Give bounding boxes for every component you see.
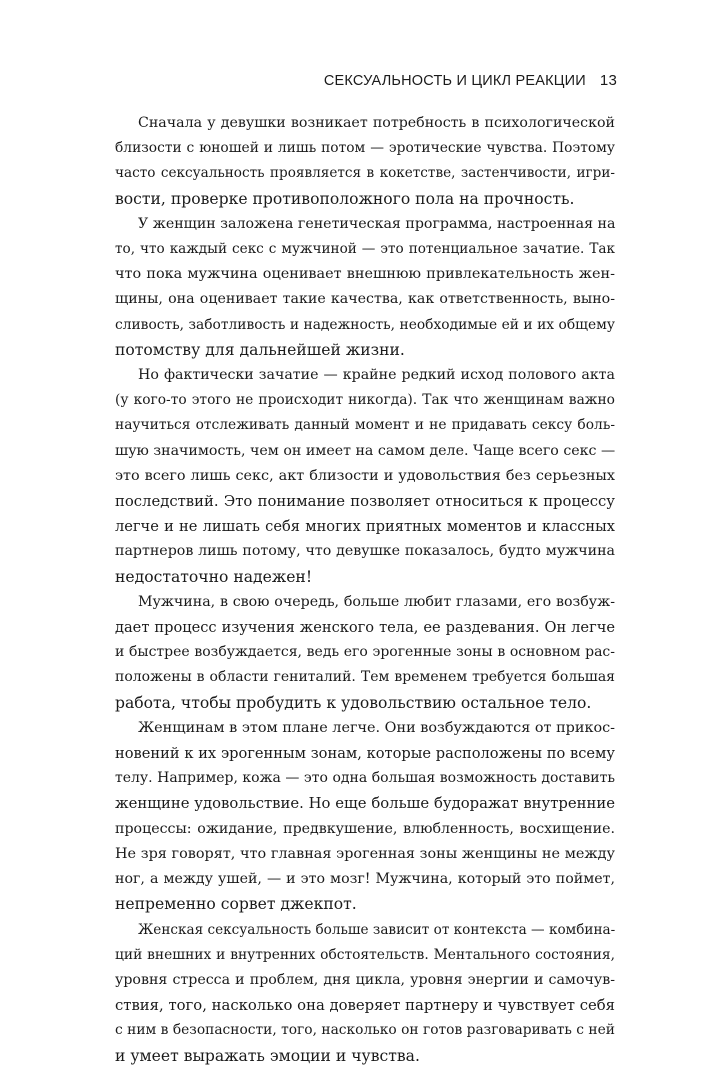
text-line: Но фактически зачатие — крайне редкий исход полового акта (138, 367, 615, 384)
text-line: недостаточно надежен! (115, 567, 313, 586)
page-number: 13 (599, 72, 617, 89)
text-line: шую значимость, чем он имеет на самом деле. Чаще всего секс — (115, 442, 616, 459)
text-line: вости, проверке противоположного пола на прочность. (115, 189, 575, 208)
text-line: это всего лишь секс, акт близости и удовольствия без серьезных (115, 467, 615, 484)
text-line: женщине удовольствие. Но еще больше будоражат внутренние (115, 795, 615, 813)
text-line: часто сексуальность проявляется в кокетстве, застенчивости, игри- (115, 165, 615, 182)
text-line: ног, а между ушей, — и это мозг! Мужчина, который это поймет, (115, 871, 615, 888)
text-line: (у кого-то этого не происходит никогда). Так что женщинам важно (115, 392, 615, 409)
text-line: дает процесс изучения женского тела, ее раздевания. Он легче (115, 619, 615, 637)
paragraph (115, 716, 615, 918)
paragraph (115, 363, 615, 590)
text-line: Женщинам в этом плане легче. Они возбуждаются от прикос- (138, 719, 616, 736)
text-line: близости с юношей и лишь потом — эротические чувства. Поэтому (115, 140, 615, 157)
text-line: научиться отслеживать данный момент и не придавать сексу боль- (115, 417, 615, 434)
text-line: щины, она оценивает такие качества, как ответственность, выно- (115, 291, 615, 308)
text-line: Не зря говорят, что главная эрогенная зоны женщины не между (115, 845, 615, 862)
text-line: с ним в безопасности, того, насколько он готов разговаривать с ней (115, 1022, 615, 1039)
paragraph (115, 212, 615, 363)
text-line: и быстрее возбуждается, ведь его эрогенные зоны в основном рас- (115, 644, 615, 661)
text-line: последствий. Это понимание позволяет относиться к процессу (115, 493, 615, 511)
body-text (115, 111, 615, 1069)
text-line: процессы: ожидание, предвкушение, влюбленность, восхищение. (115, 820, 615, 837)
text-line: новений к их эрогенным зонам, которые расположены по всему (115, 745, 615, 763)
text-line: работа, чтобы пробудить к удовольствию остальное тело. (115, 693, 592, 712)
text-line: что пока мужчина оценивает внешнюю привлекательность жен- (115, 266, 615, 283)
text-line: телу. Например, кожа — это одна большая возможность доставить (115, 770, 615, 787)
text-line: партнеров лишь потому, что девушке показалось, будто мужчина (115, 543, 615, 560)
text-line: ствия, того, насколько она доверяет партнеру и чувствует себя (115, 997, 615, 1015)
text-line: ций внешних и внутренних обстоятельств. Ментального состояния, (115, 946, 615, 963)
text-line: непременно сорвет джекпот. (115, 895, 357, 914)
text-line: потомству для дальнейшей жизни. (115, 340, 405, 359)
text-line: легче и не лишать себя многих приятных моментов и классных (115, 518, 615, 536)
text-line: сливость, заботливость и надежность, необходимые ей и их общему (115, 316, 615, 333)
running-head (0, 72, 617, 89)
text-line: и умеет выражать эмоции и чувства. (115, 1046, 420, 1065)
text-line: Женская сексуальность больше зависит от контекста — комбина- (138, 921, 616, 938)
text-line: Мужчина, в свою очередь, больше любит глазами, его возбуж- (138, 593, 615, 610)
paragraph (115, 918, 615, 1069)
text-line: У женщин заложена генетическая программа, настроенная на (138, 215, 616, 232)
text-line: Сначала у девушки возникает потребность в психологической (138, 115, 615, 131)
text-line: то, что каждый секс с мужчиной — это потенциальное зачатие. Так (115, 241, 615, 258)
paragraph (115, 590, 615, 716)
text-line: уровня стресса и проблем, дня цикла, уровня энергии и самочув- (115, 971, 615, 988)
running-head-title: СЕКСУАЛЬНОСТЬ И ЦИКЛ РЕАКЦИИ (323, 73, 586, 89)
paragraph (115, 111, 615, 212)
text-line: положены в области гениталий. Тем временем требуется большая (115, 669, 615, 686)
